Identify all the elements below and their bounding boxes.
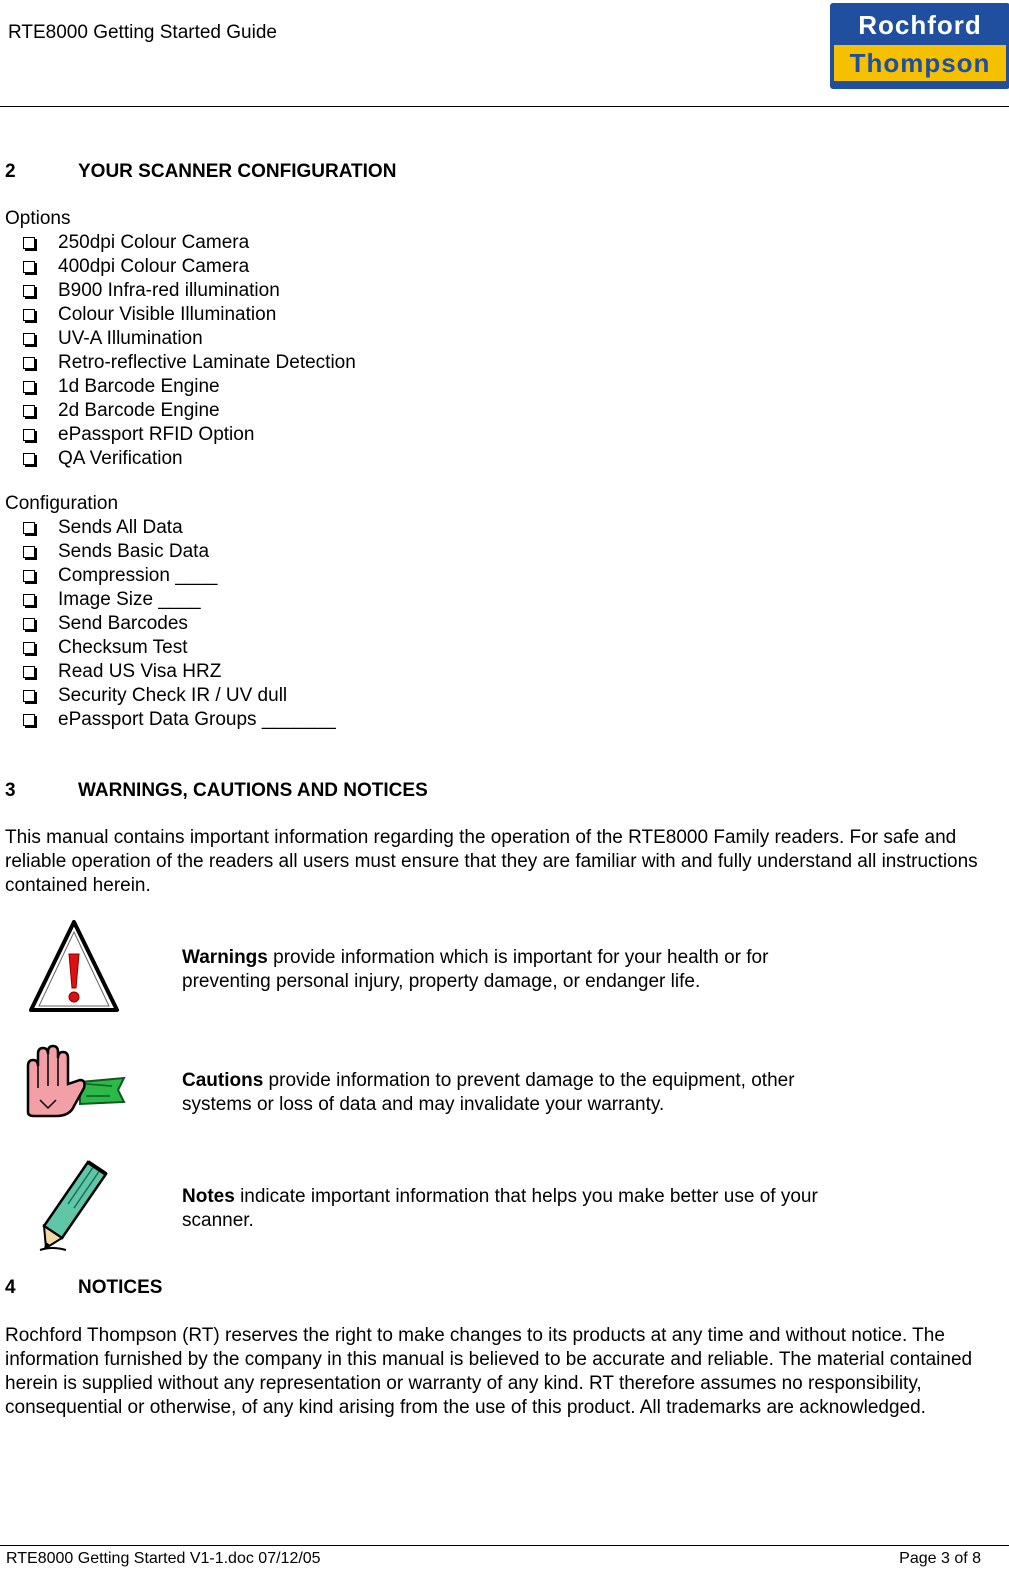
section-2-heading <box>5 161 396 183</box>
list-item <box>0 708 336 732</box>
section-4-number: 4 <box>5 1277 16 1298</box>
config-label: Image Size ____ <box>58 589 201 610</box>
list-item <box>0 279 356 303</box>
stop-hand-icon <box>20 1044 126 1120</box>
footer-left: RTE8000 Getting Started V1-1.doc 07/12/05 <box>6 1550 321 1567</box>
list-item <box>0 303 356 327</box>
logo-line-2: Thompson <box>834 45 1006 81</box>
warning-description <box>182 946 842 994</box>
list-item <box>0 255 356 279</box>
checkbox-icon <box>23 405 35 417</box>
section-2-title: YOUR SCANNER CONFIGURATION <box>78 161 397 182</box>
option-label: 400dpi Colour Camera <box>58 256 250 277</box>
list-item <box>0 351 356 375</box>
section-3-number: 3 <box>5 780 16 801</box>
list-item <box>0 375 356 399</box>
note-label: Notes <box>182 1186 235 1207</box>
checkbox-icon <box>23 522 35 534</box>
option-label: Retro-reflective Laminate Detection <box>58 352 356 373</box>
warning-icon <box>27 918 121 1014</box>
caution-label: Cautions <box>182 1070 264 1091</box>
list-item <box>0 588 336 612</box>
checkbox-icon <box>23 642 35 654</box>
footer-divider <box>0 1545 1009 1546</box>
list-item <box>0 660 336 684</box>
list-item <box>0 231 356 255</box>
note-text: indicate important information that helps you make better use of your scanner. <box>182 1186 818 1231</box>
note-description <box>182 1185 842 1233</box>
caution-description <box>182 1069 862 1117</box>
checkbox-icon <box>23 546 35 558</box>
config-label: ePassport Data Groups _______ <box>58 709 336 730</box>
checkbox-icon <box>23 309 35 321</box>
config-label: Compression ____ <box>58 565 218 586</box>
list-item <box>0 684 336 708</box>
section-2-number: 2 <box>5 161 16 182</box>
option-label: QA Verification <box>58 448 183 469</box>
logo-line-1: Rochford <box>834 7 1006 43</box>
list-item <box>0 636 336 660</box>
list-item <box>0 564 336 588</box>
header-divider <box>0 106 1009 107</box>
checkbox-icon <box>23 357 35 369</box>
checkbox-icon <box>23 381 35 393</box>
section-3-heading <box>5 780 428 802</box>
footer-page-number: Page 3 of 8 <box>899 1550 981 1567</box>
configuration-heading: Configuration <box>5 493 119 514</box>
config-label: Sends Basic Data <box>58 541 210 562</box>
checkbox-icon <box>23 237 35 249</box>
checkbox-icon <box>23 714 35 726</box>
checkbox-icon <box>23 618 35 630</box>
pencil-icon <box>38 1158 110 1252</box>
config-label: Checksum Test <box>58 637 188 658</box>
caution-text: provide information to prevent damage to the equipment, other systems or loss of data and may invalidate your warranty. <box>182 1070 795 1115</box>
config-label: Sends All Data <box>58 517 183 538</box>
option-label: 250dpi Colour Camera <box>58 232 250 253</box>
config-label: Security Check IR / UV dull <box>58 685 288 706</box>
option-label: ePassport RFID Option <box>58 424 255 445</box>
option-label: Colour Visible Illumination <box>58 304 277 325</box>
company-logo <box>830 3 1009 89</box>
config-label: Send Barcodes <box>58 613 188 634</box>
section-3-title: WARNINGS, CAUTIONS AND NOTICES <box>78 780 428 801</box>
config-label: Read US Visa HRZ <box>58 661 222 682</box>
section-3-intro: This manual contains important information regarding the operation of the RTE8000 Family readers. For safe and reliable operation of the readers all users must ensure that they are familiar with and fully understand all instructions contained herein. <box>5 827 978 896</box>
list-item <box>0 612 336 636</box>
options-heading: Options <box>5 208 71 229</box>
checkbox-icon <box>23 690 35 702</box>
list-item <box>0 447 356 471</box>
warning-label: Warnings <box>182 947 268 968</box>
option-label: B900 Infra-red illumination <box>58 280 280 301</box>
checkbox-icon <box>23 333 35 345</box>
section-4-heading <box>5 1277 162 1299</box>
configuration-list <box>0 516 336 732</box>
checkbox-icon <box>23 594 35 606</box>
option-label: 2d Barcode Engine <box>58 400 220 421</box>
checkbox-icon <box>23 429 35 441</box>
warning-text: provide information which is important for your health or for preventing personal injury, property damage, or endanger life. <box>182 947 769 992</box>
options-list <box>0 231 356 471</box>
checkbox-icon <box>23 666 35 678</box>
checkbox-icon <box>23 570 35 582</box>
checkbox-icon <box>23 285 35 297</box>
option-label: 1d Barcode Engine <box>58 376 220 397</box>
list-item <box>0 399 356 423</box>
option-label: UV-A Illumination <box>58 328 203 349</box>
checkbox-icon <box>23 261 35 273</box>
section-4-body: Rochford Thompson (RT) reserves the right to make changes to its products at any time and without notice. The information furnished by the company in this manual is believed to be accurate and reliable. The material contained herein is supplied without any representation or warranty of any kind. RT therefore assumes no responsibility, consequential or otherwise, of any kind arising from the use of this product. All trademarks are acknowledged. <box>5 1325 973 1418</box>
list-item <box>0 540 336 564</box>
list-item <box>0 516 336 540</box>
header-title: RTE8000 Getting Started Guide <box>8 22 277 43</box>
section-4-title: NOTICES <box>78 1277 163 1298</box>
list-item <box>0 327 356 351</box>
checkbox-icon <box>23 453 35 465</box>
list-item <box>0 423 356 447</box>
